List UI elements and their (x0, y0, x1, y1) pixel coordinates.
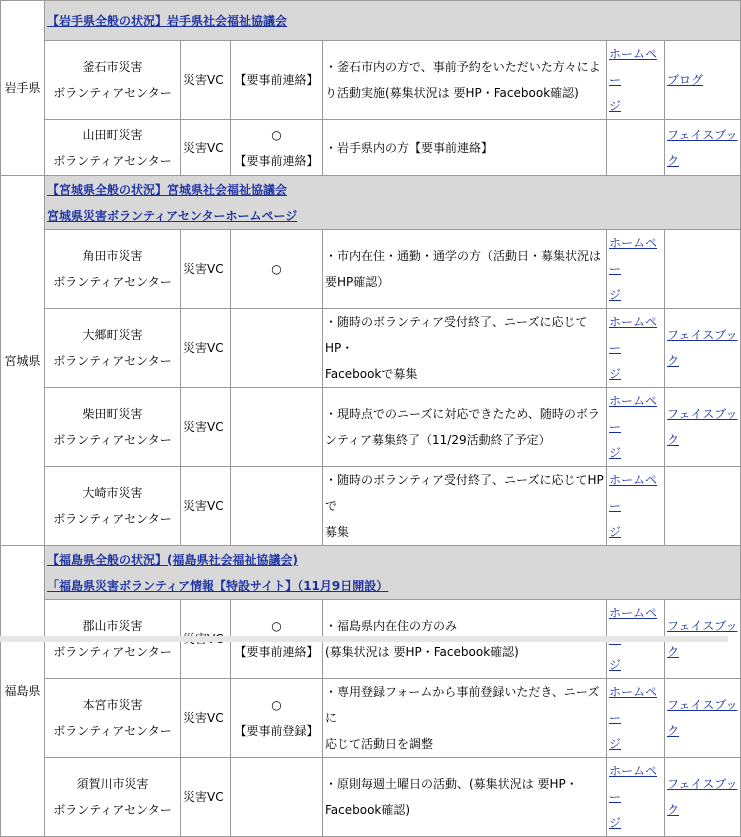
note-cell: ○ 【要事前連絡】 (231, 120, 323, 176)
facebook-link-cell (665, 467, 741, 546)
note-cell: ○ 【要事前登録】 (231, 679, 323, 758)
center-name: 大崎市災害 ボランティアセンター (45, 467, 181, 546)
description-cell: ・福島県内在住の方のみ (募集状況は 要HP・Facebook確認) (323, 600, 607, 679)
pref-miyagi: 宮城県 (1, 176, 45, 546)
facebook-link[interactable]: フェイスブッ ク (667, 619, 738, 659)
facebook-link[interactable]: フェイスブッ ク (667, 407, 738, 447)
vc-type: 災害VC (181, 679, 231, 758)
table-row (1, 120, 741, 176)
homepage-link-cell (607, 120, 665, 176)
center-name: 釜石市災害 ボランティアセンター (45, 41, 181, 120)
center-name: 柴田町災害 ボランティアセンター (45, 388, 181, 467)
homepage-link[interactable]: ホームペー ジ (609, 473, 658, 539)
homepage-link[interactable]: ホームペー ジ (609, 47, 658, 113)
homepage-link-cell (607, 467, 665, 546)
center-name: 須賀川市災害 ボランティアセンター (45, 758, 181, 837)
note-cell: ○ (231, 230, 323, 309)
pref-fukushima: 福島県 (1, 546, 45, 837)
description-cell: ・現時点でのニーズに対応できたため、随時のボラ ンティア募集終了（11/29活動終了予定） (323, 388, 607, 467)
vc-type: 災害VC (181, 758, 231, 837)
note-cell: ○ 【要事前連絡】 (231, 600, 323, 679)
facebook-link[interactable]: フェイスブッ ク (667, 328, 738, 368)
description-cell: ・原則毎週土曜日の活動、(募集状況は 要HP・ Facebook確認) (323, 758, 607, 837)
homepage-link-cell (607, 679, 665, 758)
note-cell (231, 467, 323, 546)
description-cell: ・随時のボランティア受付終了、ニーズに応じてHPで 募集 (323, 467, 607, 546)
homepage-link[interactable]: ホームペー ジ (609, 685, 658, 751)
miyagi-overview-link[interactable]: 【宮城県全般の状況】宮城県社会福祉協議会 (47, 182, 288, 197)
center-name: 角田市災害 ボランティアセンター (45, 230, 181, 309)
facebook-link[interactable]: フェイスブッ ク (667, 777, 738, 817)
miyagi-vc-homepage-link[interactable]: 宮城県災害ボランティアセンターホームページ (47, 208, 298, 223)
blog-link[interactable]: ブログ (667, 73, 704, 87)
table-row (1, 758, 741, 837)
vc-type: 災害VC (181, 309, 231, 388)
note-cell (231, 309, 323, 388)
description-cell: ・釜石市内の方で、事前予約をいただいた方々によ り活動実施(募集状況は 要HP・Facebook確認) (323, 41, 607, 120)
fukushima-overview-link[interactable]: 【福島県全般の状況】(福島県社会福祉協議会) (47, 552, 298, 567)
miyagi-section-header (45, 176, 741, 230)
homepage-link[interactable]: ホームペ ジ (609, 606, 658, 672)
vc-type: 災害VC (181, 467, 231, 546)
table-continuation-edge (0, 636, 728, 642)
homepage-link[interactable]: ホームペー ジ (609, 394, 658, 460)
center-name: 大郷町災害 ボランティアセンター (45, 309, 181, 388)
description-cell: ・専用登録フォームから事前登録いただき、ニーズに 応じて活動日を調整 (323, 679, 607, 758)
homepage-link-cell (607, 230, 665, 309)
facebook-link[interactable]: フェイスブッ ク (667, 698, 738, 738)
fukushima-special-site-link[interactable]: 「福島県災害ボランティア情報【特設サイト】（11月9日開設） (47, 578, 389, 593)
center-name: 山田町災害 ボランティアセンター (45, 120, 181, 176)
iwate-header-row (1, 1, 741, 41)
miyagi-header-row (1, 176, 741, 230)
note-cell: 【要事前連絡】 (231, 41, 323, 120)
pref-iwate: 岩手県 (1, 1, 45, 176)
homepage-link[interactable]: ホームペー ジ (609, 764, 658, 830)
description-cell: ・岩手県内の方【要事前連絡】 (323, 120, 607, 176)
iwate-section-header (45, 1, 741, 41)
facebook-link-cell (665, 120, 741, 176)
homepage-link-cell (607, 41, 665, 120)
note-cell (231, 388, 323, 467)
description-cell: ・随時のボランティア受付終了、ニーズに応じてHP・ Facebookで募集 (323, 309, 607, 388)
vc-type: 災害VC (181, 388, 231, 467)
table-row (1, 388, 741, 467)
homepage-link-cell (607, 309, 665, 388)
blog-link-cell (665, 41, 741, 120)
facebook-link[interactable]: フェイスブッ ク (667, 127, 738, 168)
table-row (1, 230, 741, 309)
facebook-link-cell (665, 230, 741, 309)
vc-type: 災害VC (181, 120, 231, 176)
table-row (1, 467, 741, 546)
homepage-link[interactable]: ホームペー ジ (609, 315, 658, 381)
facebook-link-cell (665, 679, 741, 758)
note-cell (231, 758, 323, 837)
iwate-overview-link[interactable]: 【岩手県全般の状況】岩手県社会福祉協議会 (47, 13, 288, 28)
facebook-link-cell (665, 309, 741, 388)
vc-type: 災害VC (181, 41, 231, 120)
table-row (1, 41, 741, 120)
table-row (1, 309, 741, 388)
facebook-link-cell (665, 758, 741, 837)
vc-type: 災害VC (181, 230, 231, 309)
homepage-link[interactable]: ホームペー ジ (609, 236, 658, 302)
center-name: 郡山市災害 ボランティアセンター (45, 600, 181, 679)
facebook-link-cell (665, 388, 741, 467)
center-name: 本宮市災害 ボランティアセンター (45, 679, 181, 758)
description-cell: ・市内在住・通勤・通学の方（活動日・募集状況は 要HP確認） (323, 230, 607, 309)
homepage-link-cell (607, 388, 665, 467)
homepage-link-cell (607, 758, 665, 837)
table-row (1, 679, 741, 758)
fukushima-header-row (1, 546, 741, 600)
fukushima-section-header (45, 546, 741, 600)
